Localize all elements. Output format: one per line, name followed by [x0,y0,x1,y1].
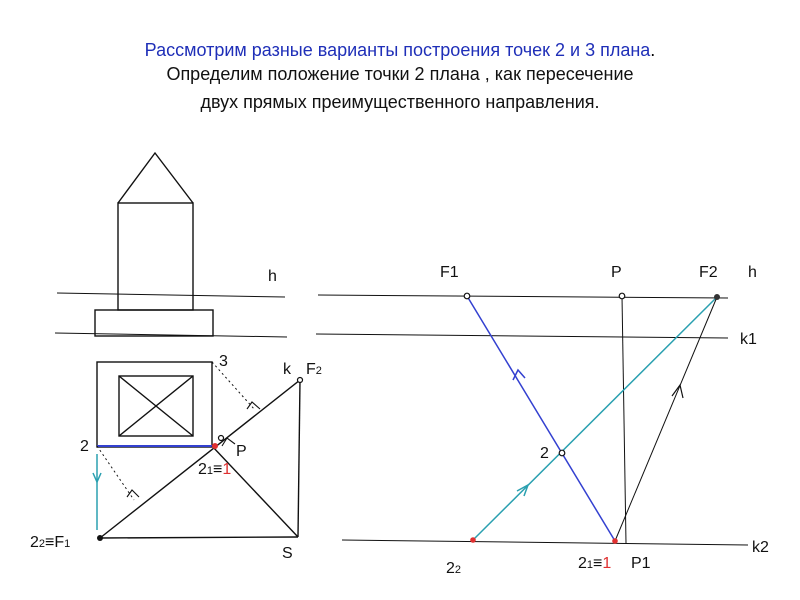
label-21-left-one: 1 [222,461,232,478]
label-22-right-sub: 2 [454,564,462,576]
point-21-left [212,443,218,449]
label-21-right-main: 2 [578,555,587,572]
label-22-sub: 2 [38,538,46,550]
right-angle-mark-lower [127,490,139,497]
right-horizon-line-h [318,295,728,298]
blue-line-F1-to-21 [467,296,615,541]
label-21-right [578,555,611,572]
label-22-F1 [30,534,70,551]
point-21-right [612,538,618,544]
label-F2-left-main: F [306,361,316,378]
label-k: k [283,361,291,378]
point-F2-right [714,294,720,300]
dotted-projection-2 [97,446,134,500]
label-P-left: P [236,443,247,460]
black-line-21-to-F2 [615,297,717,541]
label-21-left-main: 2 [198,461,207,478]
line-k1 [316,334,728,338]
picture-line-k [100,380,300,538]
point-22-F1 [97,535,103,541]
label-21-right-eq: ≡ [593,555,603,572]
vertical-P-P1 [622,296,626,543]
label-21-right-one: 1 [602,555,612,572]
label-21-left-sub: 1 [206,465,214,477]
label-k1: k1 [740,331,757,348]
label-F2-right: F2 [699,264,718,281]
tower-roof [118,153,193,203]
title-line-1-period: . [650,40,656,60]
label-F1-right: F1 [440,264,459,281]
line-F2-S [298,380,300,537]
label-21-right-sub: 1 [586,559,594,571]
left-figure [55,153,300,538]
label-2-right: 2 [540,445,549,462]
label-21-left [198,461,231,478]
line-k2 [342,540,748,545]
title-line-1-text: Рассмотрим разные варианты построения точек 2 и 3 плана [144,40,651,60]
label-22-eq: ≡ [45,534,55,551]
line-plan-corner-to-S [212,446,298,537]
line-S-base [100,537,298,538]
point-F2-left [298,378,303,383]
label-21-left-eq: ≡ [213,461,223,478]
point-P-right [619,293,625,299]
label-F2-left-sub: 2 [315,365,322,377]
blue-arrow-head [513,370,525,380]
label-h-right: h [748,264,757,281]
left-horizon-line [57,293,285,297]
right-figure [316,295,748,545]
label-k2: k2 [752,539,769,556]
point-F1-right [464,293,470,299]
title-line-3: двух прямых преимущественного направления. [200,92,600,112]
label-S: S [282,545,293,562]
point-22-right [470,537,476,543]
label-22-F1: 1 [64,538,71,550]
label-F2-left [306,361,322,378]
label-22-right [446,560,461,577]
label-2-left: 2 [80,438,89,455]
label-3: 3 [219,353,228,370]
point-2-right [559,450,565,456]
cyan-line-22-to-F2 [473,297,717,540]
label-22-main: 2 [30,534,39,551]
tower-base [95,310,213,336]
label-P1: P1 [631,555,651,572]
label-22-F: F [54,534,65,551]
point-P-left [219,436,224,441]
label-P-right: P [611,264,622,281]
label-h-left: h [268,268,277,285]
title-line-2: Определим положение точки 2 плана , как пересечение [166,64,634,84]
label-22-right-main: 2 [446,560,455,577]
